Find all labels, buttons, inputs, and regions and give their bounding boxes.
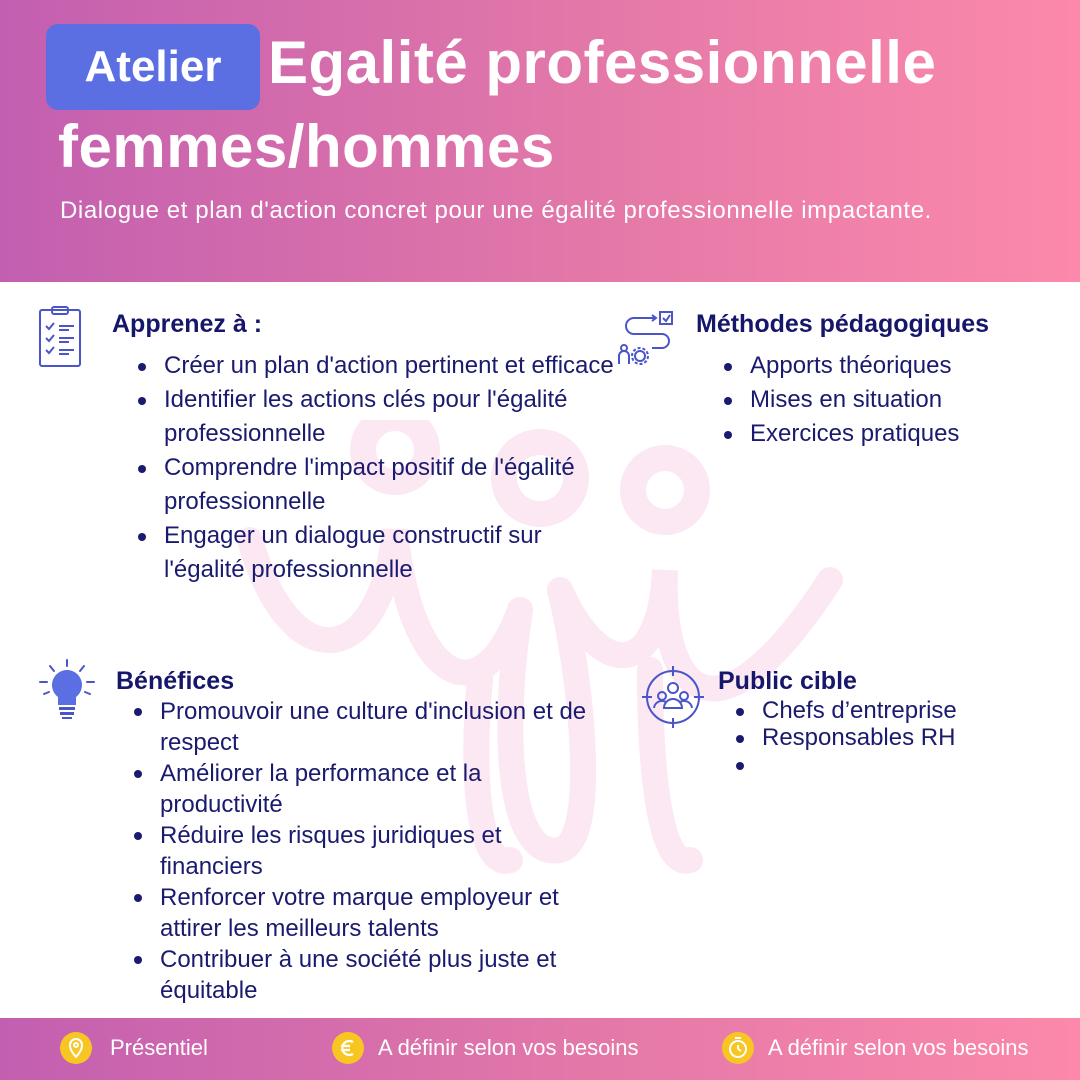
benefits-title: Bénéfices [116,667,235,695]
list-item: Comprendre l'impact positif de l'égalité professionnelle [136,451,616,519]
list-item: Exercices pratiques [722,417,1062,451]
badge-label: Atelier [84,42,222,91]
list-item: Engager un dialogue constructif sur l'égalité professionnelle [136,519,616,587]
list-item [734,751,1064,778]
list-item: Réduire les risques juridiques et financiers [132,820,602,882]
lightbulb-icon [36,658,98,720]
benefits-list [132,696,602,1006]
euro-icon [332,1032,364,1064]
list-item: Mises en situation [722,383,1062,417]
timer-icon [722,1032,754,1064]
footer-bar [0,1018,1080,1080]
target-group-icon [640,664,706,730]
list-item: Responsables RH [734,724,1064,751]
header-banner [0,0,1080,282]
audience-list [734,697,1064,778]
title-line-1: Egalité professionnelle [268,29,937,96]
list-item: Créer un plan d'action pertinent et efficace [136,349,616,383]
audience-title: Public cible [718,667,857,695]
list-item: Chefs d’entreprise [734,697,1064,724]
atelier-badge [46,24,260,110]
list-item: Renforcer votre marque employeur et attirer les meilleurs talents [132,882,602,944]
list-item: Contribuer à une société plus juste et équitable [132,944,602,1006]
list-item: Apports théoriques [722,349,1062,383]
list-item: Identifier les actions clés pour l'égalité professionnelle [136,383,616,451]
workflow-process-icon [616,308,676,368]
duration-label: A définir selon vos besoins [768,1035,1029,1060]
checklist-clipboard-icon [38,306,82,368]
title-line-2: femmes/hommes [58,113,555,180]
methods-list [722,349,1062,451]
list-item: Améliorer la performance et la productivité [132,758,602,820]
methods-title: Méthodes pédagogiques [696,310,990,338]
location-label: Présentiel [110,1035,208,1060]
learn-title: Apprenez à : [112,310,263,338]
location-pin-icon [60,1032,92,1064]
subtitle: Dialogue et plan d'action concret pour une égalité professionnelle impactante. [60,197,932,224]
price-label: A définir selon vos besoins [378,1035,639,1060]
list-item: Promouvoir une culture d'inclusion et de respect [132,696,602,758]
learn-list [136,349,616,587]
